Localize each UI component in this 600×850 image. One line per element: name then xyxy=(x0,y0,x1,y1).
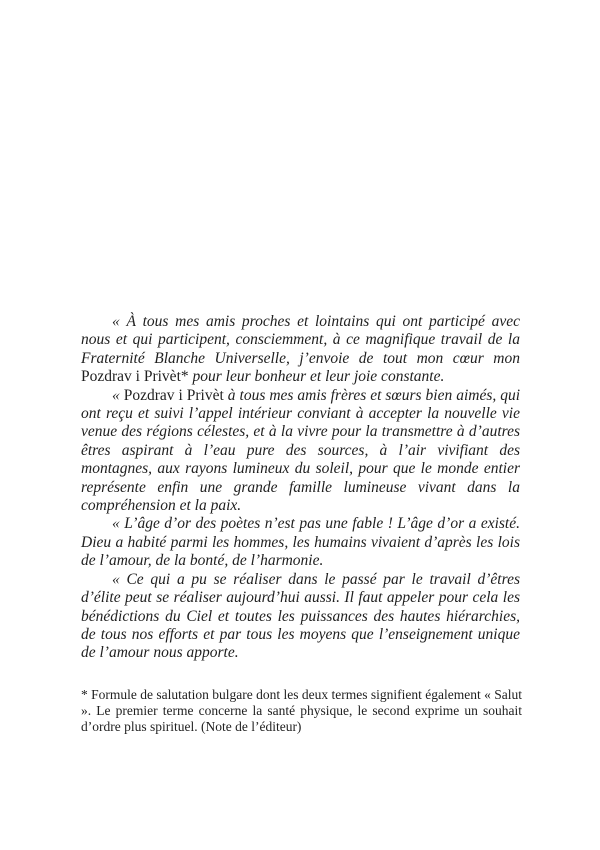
text-segment: « L’âge d’or des poètes n’est pas une fable ! L’âge d’or a existé. Dieu a habité parmi les hommes, les humains vivaient d’après les lois de l’amour, de la bonté, de l’harmonie. xyxy=(81,515,520,570)
footnote xyxy=(81,687,522,736)
paragraph-1 xyxy=(81,313,520,387)
text-segment: « À tous mes amis proches et lointains qui ont participé avec nous et qui participent, consciemment, à ce magnifique travail de la Fraternité Blanche Universelle, j’envoie de tout mon cœur mon xyxy=(81,313,520,367)
paragraph-4 xyxy=(81,571,520,663)
text-segment: Pozdrav i Privèt xyxy=(81,368,181,386)
footnote-text-1 xyxy=(81,687,522,736)
text-segment: Pozdrav i Privèt xyxy=(123,386,224,404)
paragraph-2 xyxy=(81,387,520,516)
text-segment: * xyxy=(180,368,193,386)
text-segment: « xyxy=(112,386,124,404)
text-segment: * Formule de salutation bulgare dont les deux termes signifient également « Salut ». Le premier terme concerne la santé physique, le second exprime un souhait d’ordre plus spirituel. (Note de l’éditeur) xyxy=(81,687,522,735)
paragraph-3 xyxy=(81,515,520,570)
text-segment: à tous mes amis frères et sœurs bien aimés, qui ont reçu et suivi l’appel intérieur conviant à accepter la nouvelle vie venue des régions célestes, et à la vivre pour la transmettre à d’autres êtres aspirant à l’eau pure des sources, à l’air vivifiant des montagnes, aux rayons lumineux du soleil, pour que le monde entier représente enfin une grande famille lumineuse vivant dans la compréhension et la paix. xyxy=(81,386,521,515)
body-text xyxy=(81,313,520,663)
text-segment: « Ce qui a pu se réaliser dans le passé par le travail d’êtres d’élite peut se réaliser aujourd’hui aussi. Il faut appeler pour cela les bénédictions du Ciel et toutes les puissances des hautes hiérarchies, de tous nos efforts et par tous les moyens que l’enseignement unique de l’amour nous apporte. xyxy=(81,570,520,662)
text-segment: pour leur bonheur et leur joie constante. xyxy=(192,368,445,386)
